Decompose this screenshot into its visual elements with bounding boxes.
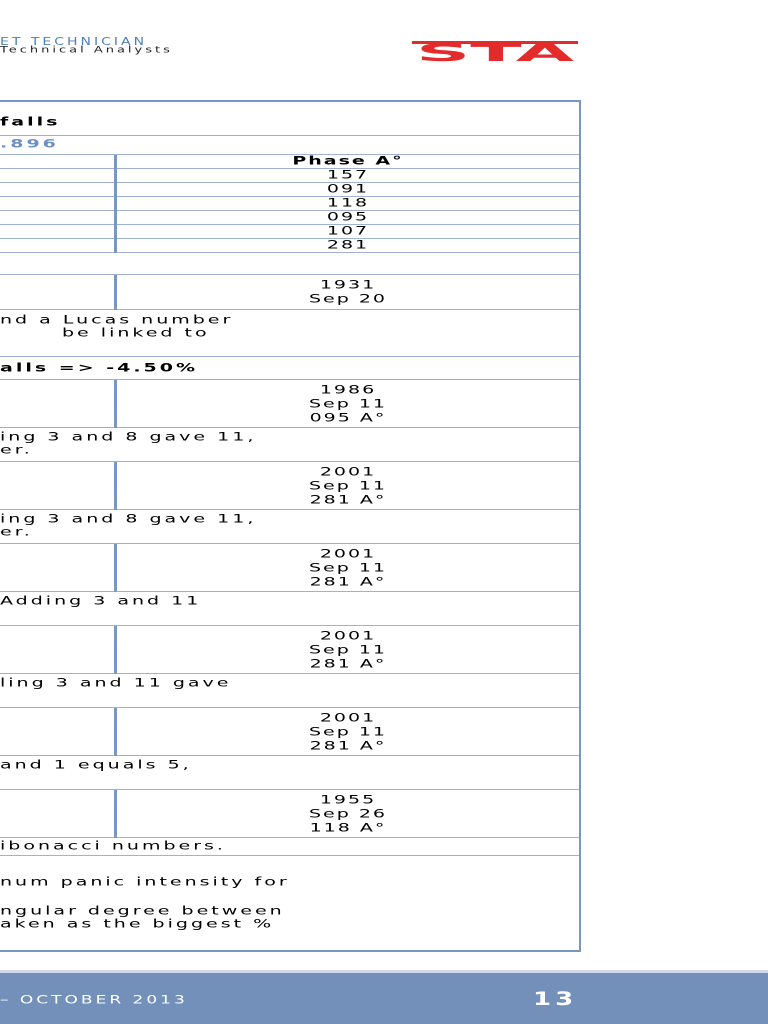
event-year: 1986 xyxy=(319,382,377,397)
event-year: 1955 xyxy=(319,792,377,807)
note-row xyxy=(0,856,579,952)
note-text: nd a Lucas number xyxy=(0,312,234,327)
note-row xyxy=(0,838,579,856)
section-title: alls => -4.50% xyxy=(0,360,199,375)
note-row xyxy=(0,592,579,626)
note-row xyxy=(0,674,579,708)
table-title: falls xyxy=(0,114,61,129)
phase-header: Phase A° xyxy=(292,153,404,168)
note-text: ling 3 and 11 gave xyxy=(0,675,232,690)
table-row xyxy=(0,544,579,592)
phase-value: 281 xyxy=(326,237,370,252)
table-row xyxy=(0,183,579,197)
phase-value: 107 xyxy=(326,223,370,238)
note-row xyxy=(0,510,579,544)
event-angle: 281 A° xyxy=(309,574,387,589)
column-divider xyxy=(114,380,117,428)
column-divider xyxy=(114,790,117,838)
note-text: ngular degree between xyxy=(0,903,285,918)
table-subtitle: .896 xyxy=(0,136,59,151)
event-date: Sep 20 xyxy=(308,291,388,306)
table-row xyxy=(0,462,579,510)
event-angle: 281 A° xyxy=(309,738,387,753)
event-angle: 118 A° xyxy=(309,820,387,835)
event-angle: 281 A° xyxy=(309,656,387,671)
header-line-2: Technical Analysts xyxy=(0,45,173,56)
table-row xyxy=(0,211,579,225)
note-row xyxy=(0,756,579,790)
phase-header-row xyxy=(0,155,579,169)
section-header-row xyxy=(0,357,579,380)
column-divider xyxy=(114,626,117,674)
column-divider xyxy=(114,708,117,756)
event-year: 2001 xyxy=(319,710,377,725)
note-text: ibonacci numbers. xyxy=(0,838,226,853)
column-divider xyxy=(114,544,117,592)
note-text: ing 3 and 8 gave 11, xyxy=(0,429,257,444)
table-row xyxy=(0,239,579,253)
event-year: 2001 xyxy=(319,628,377,643)
note-text: num panic intensity for xyxy=(0,874,290,889)
event-date: Sep 26 xyxy=(308,806,388,821)
event-date: Sep 11 xyxy=(308,724,388,739)
logo-text: STA xyxy=(416,39,576,64)
note-text: er. xyxy=(0,524,33,539)
event-year: 2001 xyxy=(319,464,377,479)
table-row xyxy=(0,275,579,310)
table-title-row xyxy=(0,102,579,136)
note-text: be linked to xyxy=(62,325,210,340)
event-year: 2001 xyxy=(319,546,377,561)
table-row xyxy=(0,380,579,428)
issue-date: – OCTOBER 2013 xyxy=(0,993,188,1007)
event-date: Sep 11 xyxy=(308,642,388,657)
event-angle: 095 A° xyxy=(309,410,387,425)
note-row xyxy=(0,428,579,462)
header-line-1: ET TECHNICIAN xyxy=(0,36,148,48)
page-footer xyxy=(0,970,768,1024)
event-date: Sep 11 xyxy=(308,396,388,411)
column-divider xyxy=(114,155,117,253)
note-text: Adding 3 and 11 xyxy=(0,593,202,608)
table-row xyxy=(0,790,579,838)
page-number: 13 xyxy=(533,989,578,1010)
spacer-row xyxy=(0,253,579,275)
phase-value: 095 xyxy=(326,209,370,224)
event-year: 1931 xyxy=(319,277,377,292)
phase-value: 091 xyxy=(326,181,370,196)
table-row xyxy=(0,626,579,674)
table-subtitle-row xyxy=(0,136,579,155)
note-row xyxy=(0,310,579,357)
column-divider xyxy=(114,462,117,510)
event-date: Sep 11 xyxy=(308,560,388,575)
phase-value: 157 xyxy=(326,167,370,182)
phase-value: 118 xyxy=(326,195,370,210)
note-text: aken as the biggest % xyxy=(0,916,275,931)
table-row xyxy=(0,197,579,211)
event-date: Sep 11 xyxy=(308,478,388,493)
note-text: and 1 equals 5, xyxy=(0,757,192,772)
table-row xyxy=(0,708,579,756)
column-divider xyxy=(114,275,117,310)
table-row xyxy=(0,169,579,183)
sta-logo xyxy=(412,38,578,64)
note-text: ing 3 and 8 gave 11, xyxy=(0,511,257,526)
event-angle: 281 A° xyxy=(309,492,387,507)
note-text: er. xyxy=(0,442,33,457)
table-row xyxy=(0,225,579,239)
data-table xyxy=(0,100,581,952)
